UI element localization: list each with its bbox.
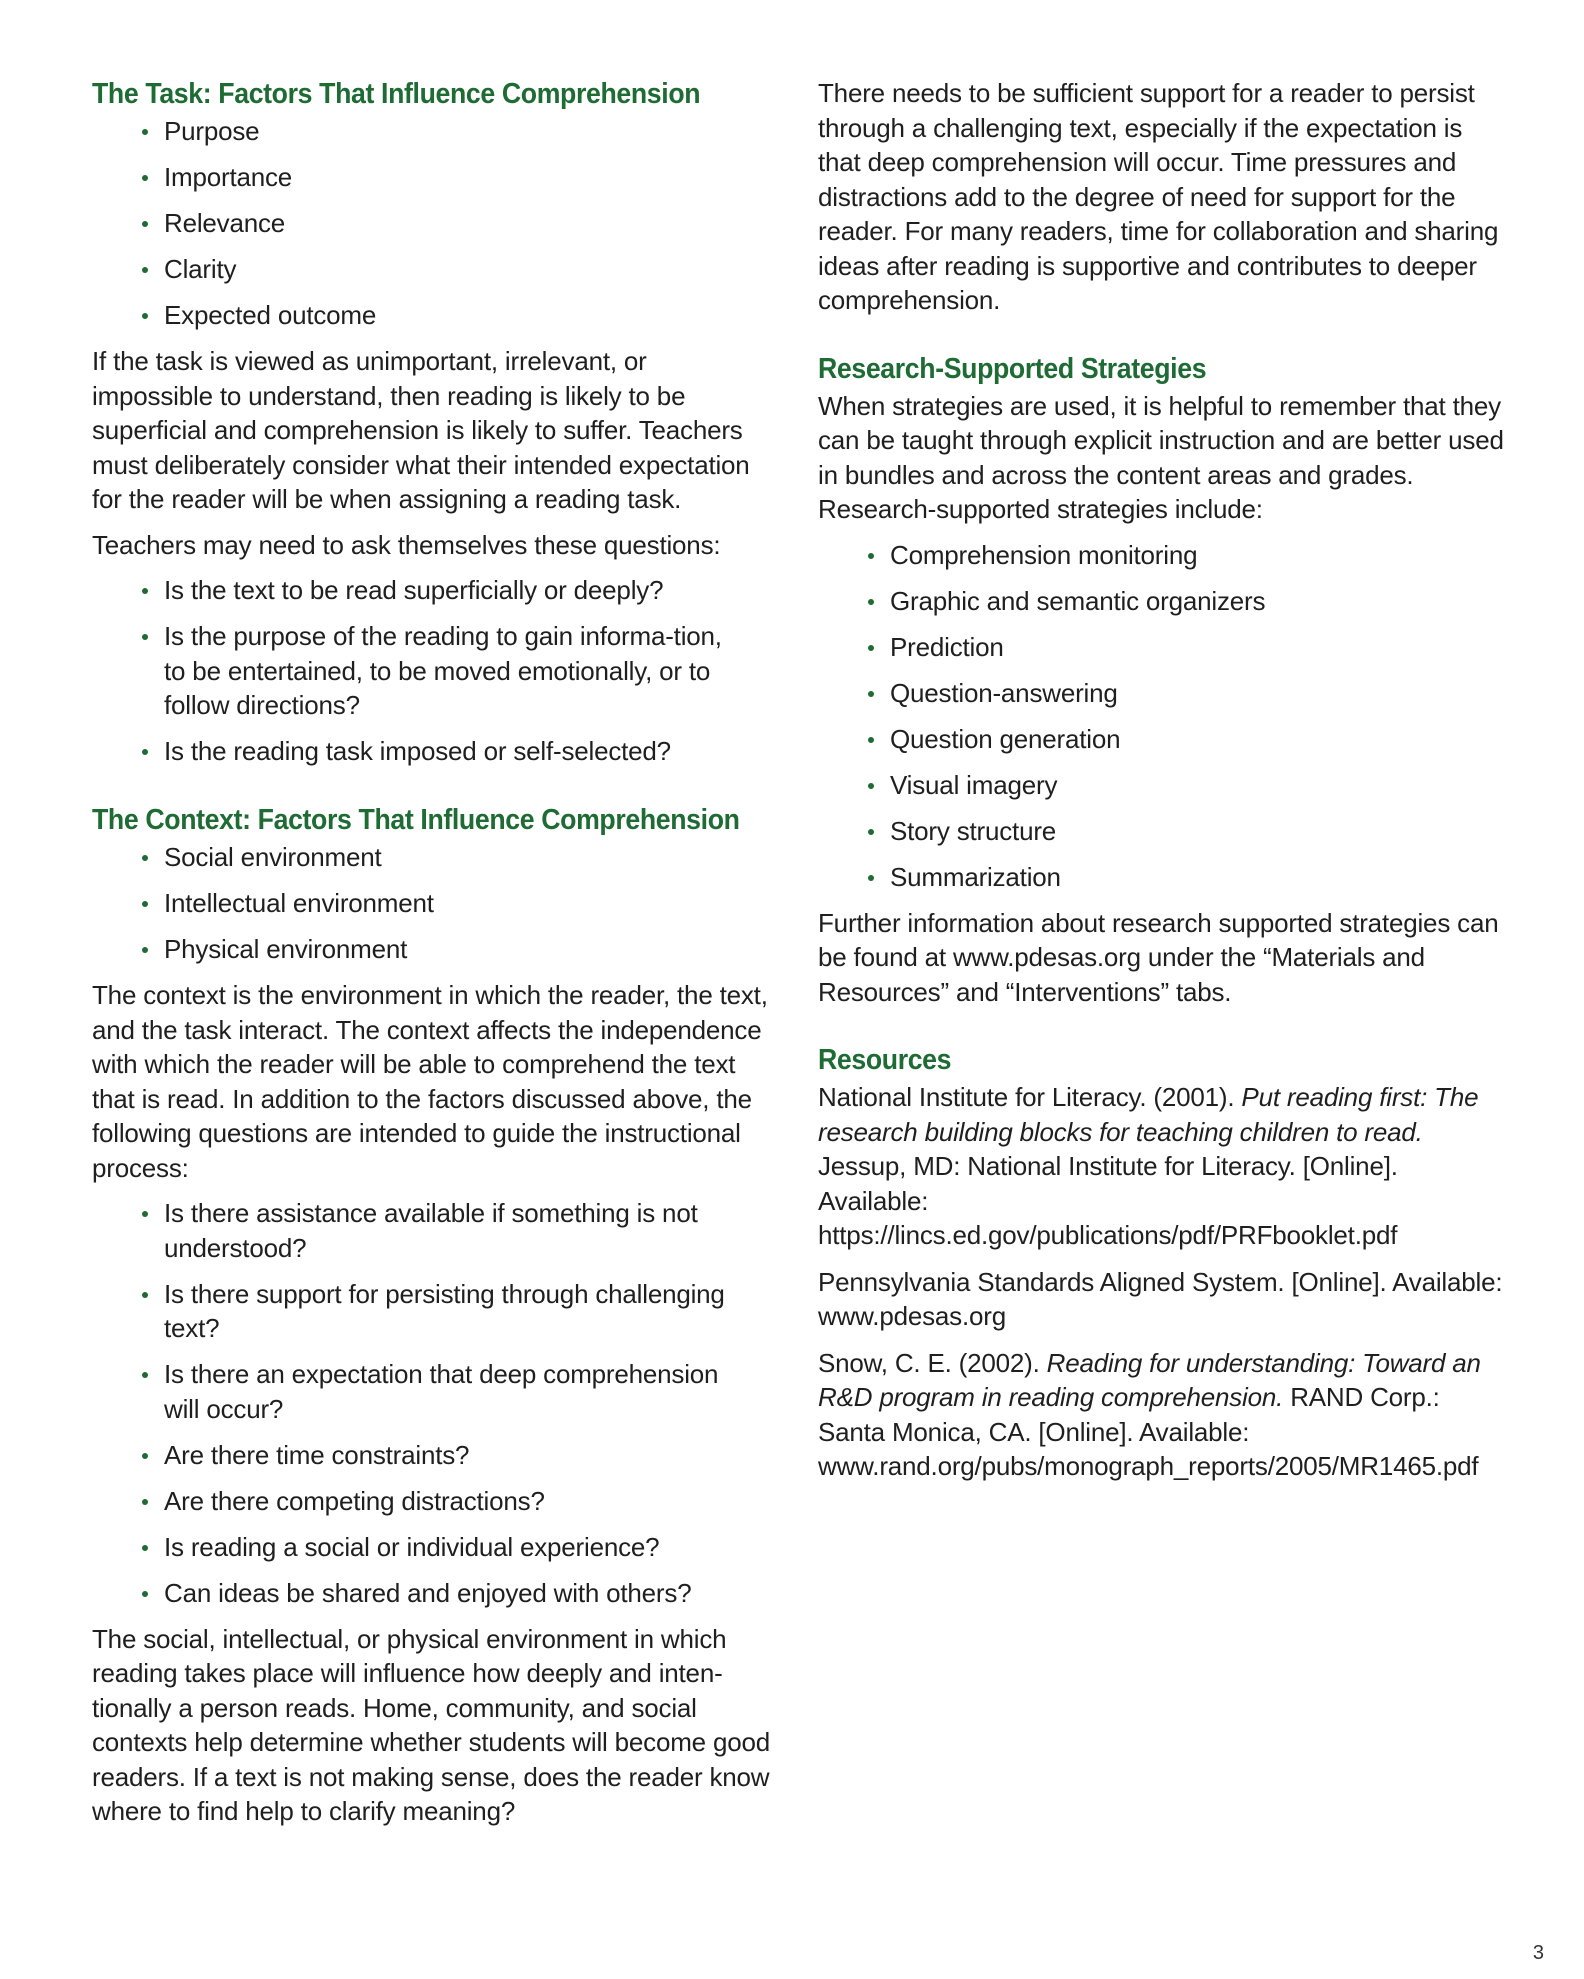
list-item: Is there assistance available if something is not understood? <box>164 1196 772 1265</box>
page-number: 3 <box>1532 1942 1544 1964</box>
reference-1: National Institute for Literacy. (2001). Put reading first: The research building blocks for teaching children to read. Jessup, MD: National Institute for Literacy. [Online]. Available: https://lincs.ed.gov/publications/pdf/PRFbooklet.pdf <box>818 1082 1479 1250</box>
left-column <box>92 76 772 1840</box>
reference-1-title: Put reading first: The research building blocks for teaching children to read. <box>818 1082 1479 1147</box>
bullet-icon <box>868 875 874 881</box>
bullet-icon <box>868 829 874 835</box>
strategies-list <box>818 538 1508 895</box>
list-item: Prediction <box>890 630 1508 665</box>
list-item: Importance <box>164 160 772 195</box>
task-questions-list <box>92 573 772 769</box>
list-item: Are there time constraints? <box>164 1438 772 1473</box>
context-heading: The Context: Factors That Influence Comprehension <box>92 804 740 836</box>
list-item: Is the text to be read superficially or deeply? <box>164 573 772 608</box>
context-paragraph-2: The social, intellectual, or physical environment in which reading takes place will influence how deeply and inten-tionally a person reads. Home, community, and social contexts help determine whether students will become good readers. If a text is not making sense, does the reader know where to find help to clarify meaning? <box>92 1623 770 1826</box>
bullet-icon <box>868 691 874 697</box>
further-info-paragraph: Further information about research supported strategies can be found at www.pdesas.org under the “Materials and Resources” and “Interventions” tabs. <box>818 907 1499 1007</box>
list-item: Are there competing distractions? <box>164 1484 772 1519</box>
reference-3: Snow, C. E. (2002). Reading for understanding: Toward an R&D program in reading comprehension. RAND Corp.: Santa Monica, CA. [Online]. Available: www.rand.org/pubs/monograph_reports/2005/MR1465.pdf <box>818 1347 1481 1481</box>
bullet-icon <box>142 1591 148 1597</box>
list-item: Clarity <box>164 252 772 287</box>
bullet-icon <box>142 313 148 319</box>
bullet-icon <box>868 737 874 743</box>
bullet-icon <box>142 221 148 227</box>
bullet-icon <box>142 1372 148 1378</box>
context-questions-list <box>92 1196 772 1610</box>
bullet-icon <box>142 588 148 594</box>
list-item: Intellectual environment <box>164 886 772 921</box>
list-item: Graphic and semantic organizers <box>890 584 1508 619</box>
list-item: Is the purpose of the reading to gain informa-tion, to be entertained, to be moved emotionally, or to follow directions? <box>164 619 772 723</box>
list-item: Comprehension monitoring <box>890 538 1508 573</box>
bullet-icon <box>142 1292 148 1298</box>
list-item: Is there an expectation that deep comprehension will occur? <box>164 1357 772 1426</box>
support-paragraph: There needs to be sufficient support for a reader to persist through a challenging text, especially if the expectation is that deep comprehension will occur. Time pressures and distractions add to the degree of need for support for the reader. For many readers, time for collaboration and sharing ideas after reading is supportive and contributes to deeper comprehension. <box>818 78 1499 315</box>
bullet-icon <box>142 855 148 861</box>
reference-3-title: Reading for understanding: Toward an R&D program in reading comprehension. <box>818 1347 1481 1412</box>
list-item: Question generation <box>890 722 1508 757</box>
context-factors-list <box>92 840 772 967</box>
bullet-icon <box>142 1545 148 1551</box>
strategies-paragraph: When strategies are used, it is helpful to remember that they can be taught through explicit instruction and are better used in bundles and across the content areas and grades. Research-supported strategies include: <box>818 390 1504 524</box>
bullet-icon <box>142 749 148 755</box>
list-item: Can ideas be shared and enjoyed with others? <box>164 1576 772 1611</box>
context-paragraph-1: The context is the environment in which the reader, the text, and the task interact. The context affects the independence with which the reader will be able to comprehend the text that is read. In addition to the factors discussed above, the following questions are intended to guide the instructional process: <box>92 980 768 1183</box>
resources-heading: Resources <box>818 1044 952 1076</box>
task-factors-list <box>92 114 772 333</box>
bullet-icon <box>868 783 874 789</box>
strategies-heading: Research-Supported Strategies <box>818 352 1207 385</box>
list-item: Story structure <box>890 814 1508 849</box>
task-paragraph-2: Teachers may need to ask themselves these questions: <box>92 529 721 560</box>
bullet-icon <box>142 947 148 953</box>
list-item: Summarization <box>890 860 1508 895</box>
bullet-icon <box>142 634 148 640</box>
task-paragraph-1: If the task is viewed as unimportant, irrelevant, or impossible to understand, then reading is likely to be superficial and comprehension is likely to suffer. Teachers must deliberately consider what their intended expectation for the reader will be when assigning a reading task. <box>92 346 750 514</box>
list-item: Relevance <box>164 206 772 241</box>
list-item: Physical environment <box>164 932 772 967</box>
list-item: Purpose <box>164 114 772 149</box>
bullet-icon <box>142 1453 148 1459</box>
bullet-icon <box>142 175 148 181</box>
list-item: Visual imagery <box>890 768 1508 803</box>
bullet-icon <box>868 599 874 605</box>
list-item: Is the reading task imposed or self-selected? <box>164 734 772 769</box>
bullet-icon <box>142 267 148 273</box>
bullet-icon <box>868 645 874 651</box>
reference-2: Pennsylvania Standards Aligned System. [Online]. Available: www.pdesas.org <box>818 1266 1503 1331</box>
list-item: Is there support for persisting through challenging text? <box>164 1277 772 1346</box>
bullet-icon <box>142 901 148 907</box>
bullet-icon <box>142 1499 148 1505</box>
list-item: Question-answering <box>890 676 1508 711</box>
list-item: Expected outcome <box>164 298 772 333</box>
list-item: Is reading a social or individual experience? <box>164 1530 772 1565</box>
bullet-icon <box>142 129 148 135</box>
task-heading: The Task: Factors That Influence Comprehension <box>92 78 701 110</box>
list-item: Social environment <box>164 840 772 875</box>
bullet-icon <box>142 1211 148 1217</box>
bullet-icon <box>868 553 874 559</box>
right-column <box>818 76 1508 1496</box>
